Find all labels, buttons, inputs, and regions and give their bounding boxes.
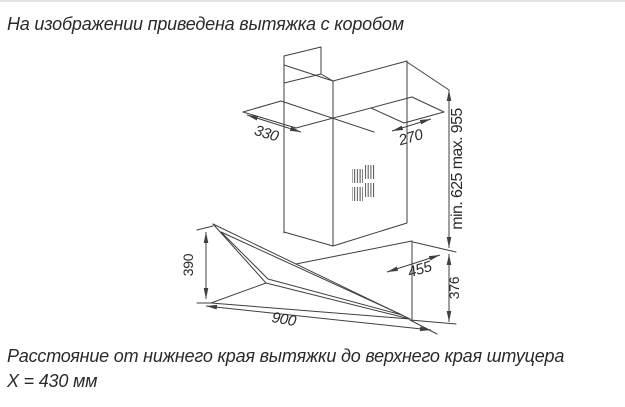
dim-330-label: 330 — [252, 122, 281, 146]
dim-376-label: 376 — [446, 276, 462, 300]
dimension-900 — [206, 306, 437, 334]
caption-top: На изображении приведена вытяжка с коробом — [7, 14, 404, 34]
dim-duct-height-label: min. 625 max. 955 — [449, 108, 466, 230]
dimension-330 — [247, 115, 301, 146]
dimension-390 — [180, 226, 213, 303]
dimension-455 — [387, 242, 456, 281]
dimension-270 — [392, 119, 431, 149]
vent-grille-icon — [352, 165, 376, 201]
dim-455-label: 455 — [405, 258, 434, 282]
dim-900-label: 900 — [270, 309, 298, 331]
dim-390-label: 390 — [180, 253, 196, 277]
dimension-duct-height — [407, 62, 466, 248]
hood-body — [211, 224, 412, 320]
caption-bottom-line1: Расстояние от нижнего края вытяжки до верхнего края штуцера — [7, 346, 565, 366]
dim-270-label: 270 — [396, 126, 425, 150]
caption-bottom-line2: X = 430 мм — [7, 371, 98, 391]
duct-box — [284, 47, 407, 246]
